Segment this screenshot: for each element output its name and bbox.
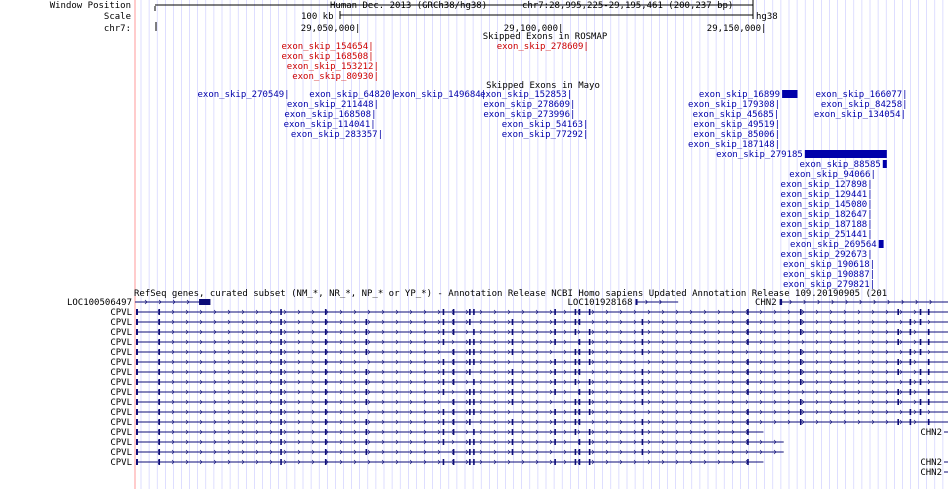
mayo-item-label[interactable]: exon_skip_152853| <box>480 90 573 100</box>
transcript-exon <box>554 459 556 465</box>
mayo-item-label[interactable]: exon_skip_85006| <box>693 130 781 140</box>
transcript-exon <box>589 429 591 435</box>
transcript-exon <box>443 339 445 345</box>
transcript-exon <box>910 409 912 415</box>
transcript-exon <box>280 379 282 385</box>
transcript-exon <box>575 379 577 385</box>
mayo-item-label[interactable]: exon_skip_182647| <box>780 210 873 220</box>
transcript-exon <box>280 459 282 465</box>
transcript-exon <box>280 409 282 415</box>
transcript-exon <box>469 419 471 425</box>
transcript-exon <box>473 409 475 415</box>
mayo-item-label[interactable]: exon_skip_94066| <box>789 170 876 180</box>
rosmap-item-label[interactable]: exon_skip_168508| <box>281 52 374 62</box>
transcript-exon <box>800 329 802 335</box>
transcript-exon <box>575 369 577 375</box>
transcript-exon <box>473 449 475 455</box>
window-position-readout: chr7:28,995,225-29,195,461 (200,237 bp) <box>522 1 734 11</box>
transcript-exon <box>280 399 282 405</box>
refseq-track-title: RefSeq genes, curated subset (NM_*, NR_*, NP_* or YP_*) - Annotation Release NCBI Homo sapiens Updated Annotation Release 109.20190905 (201 <box>134 289 888 299</box>
scale-bar-text: 100 kb <box>301 12 334 22</box>
mayo-item-label[interactable]: exon_skip_127898| <box>780 180 873 190</box>
transcript-name-label[interactable]: CPVL <box>110 368 132 378</box>
transcript-exon <box>897 329 899 335</box>
transcript-exon <box>642 369 644 375</box>
mayo-item-block[interactable] <box>879 240 884 248</box>
rosmap-track-title: Skipped Exons in ROSMAP <box>482 32 608 42</box>
transcript-exon <box>136 319 138 325</box>
transcript-exon <box>136 409 138 415</box>
transcript-exon <box>443 369 445 375</box>
transcript-exon <box>280 389 282 395</box>
transcript-exon <box>928 359 930 365</box>
transcript-exon <box>280 369 282 375</box>
mayo-item-label[interactable]: exon_skip_190887| <box>782 270 876 280</box>
transcript-exon <box>928 369 930 375</box>
transcript-exon <box>366 369 368 375</box>
transcript-exon <box>920 339 922 345</box>
transcript-exon <box>366 399 368 405</box>
transcript-exon <box>589 359 591 365</box>
transcript-exon <box>366 439 368 445</box>
transcript-exon <box>800 379 802 385</box>
scale-label: Scale <box>103 12 131 22</box>
transcript-exon <box>443 389 445 395</box>
gene-exon <box>199 299 210 305</box>
mayo-item-label[interactable]: exon_skip_88585 <box>799 160 881 170</box>
transcript-exon <box>512 319 514 325</box>
gene-name-label[interactable]: CHN2 <box>754 298 777 308</box>
transcript-exon <box>928 339 930 345</box>
mayo-item-label[interactable]: exon_skip_54163| <box>501 120 589 130</box>
transcript-exon <box>554 319 556 325</box>
transcript-exon <box>554 309 556 315</box>
transcript-exon <box>136 459 138 465</box>
transcript-name-label[interactable]: CPVL <box>110 348 132 358</box>
transcript-exon <box>575 399 577 405</box>
transcript-exon <box>136 439 138 445</box>
rosmap-track[interactable] <box>282 32 608 82</box>
transcript-exon <box>920 349 922 355</box>
transcript-exon <box>910 389 912 395</box>
transcript-exon <box>554 329 556 335</box>
transcript-exon <box>642 429 644 435</box>
transcript-exon <box>512 389 514 395</box>
transcript-exon <box>575 329 577 335</box>
transcript-exon <box>589 339 591 345</box>
mayo-item-label[interactable]: exon_skip_168508| <box>284 110 377 120</box>
transcript-exon <box>800 369 802 375</box>
transcript-exon <box>512 419 514 425</box>
rosmap-item-label[interactable]: exon_skip_154654| <box>281 42 374 52</box>
transcript-exon <box>910 379 912 385</box>
transcript-exon <box>473 439 475 445</box>
transcript-exon <box>280 349 282 355</box>
mayo-item-label[interactable]: exon_skip_145080| <box>780 200 873 210</box>
transcript-exon <box>642 349 644 355</box>
mayo-item-label[interactable]: exon_skip_279821| <box>782 280 876 290</box>
transcript-exon <box>473 309 475 315</box>
transcript-exon <box>897 359 899 365</box>
transcript-exon <box>642 439 644 445</box>
transcript-exon <box>280 449 282 455</box>
mayo-item-label[interactable]: exon_skip_269564 <box>790 240 877 250</box>
transcript-exon <box>443 439 445 445</box>
transcript-exon <box>469 389 471 395</box>
transcript-exon <box>469 359 471 365</box>
transcript-exon <box>554 389 556 395</box>
transcript-exon <box>512 439 514 445</box>
transcript-exon <box>920 399 922 405</box>
transcript-name-label[interactable]: CPVL <box>110 378 132 388</box>
transcript-exon <box>443 319 445 325</box>
transcript-exon <box>136 449 138 455</box>
transcript-exon <box>473 459 475 465</box>
transcript-exon <box>136 359 138 365</box>
transcript-exon <box>589 329 591 335</box>
transcript-exon <box>469 409 471 415</box>
transcript-exon <box>443 459 445 465</box>
transcript-exon <box>897 309 899 315</box>
transcript-exon <box>280 429 282 435</box>
transcript-exon <box>910 349 912 355</box>
mayo-item-label[interactable]: exon_skip_273996| <box>483 110 576 120</box>
transcript-exon <box>589 459 591 465</box>
transcript-exon <box>280 329 282 335</box>
transcript-name-label[interactable]: CPVL <box>110 308 132 318</box>
transcript-exon <box>366 329 368 335</box>
ruler-tick-label: 29,050,000| <box>300 24 361 34</box>
transcript-right-label[interactable]: CHN2 <box>920 428 942 438</box>
transcript-exon <box>554 359 556 365</box>
transcript-exon <box>469 449 471 455</box>
ruler-track[interactable] <box>50 0 778 34</box>
transcript-exon <box>897 399 899 405</box>
transcript-exon <box>512 399 514 405</box>
mayo-item-label[interactable]: exon_skip_64820| <box>309 90 397 100</box>
mayo-item-label[interactable]: exon_skip_211448| <box>286 100 379 110</box>
transcript-exon <box>366 319 368 325</box>
transcript-exon <box>920 369 922 375</box>
transcript-exon <box>642 319 644 325</box>
transcript-exon <box>280 309 282 315</box>
transcript-exon <box>554 429 556 435</box>
mayo-item-label[interactable]: exon_skip_45685| <box>692 110 780 120</box>
transcript-exon <box>800 349 802 355</box>
mayo-item-block[interactable] <box>883 160 887 168</box>
transcript-exon <box>136 399 138 405</box>
transcript-exon <box>136 329 138 335</box>
transcript-exon <box>512 369 514 375</box>
transcript-exon <box>910 329 912 335</box>
transcript-name-label[interactable]: CPVL <box>110 428 132 438</box>
transcript-exon <box>136 309 138 315</box>
mayo-item-label[interactable]: exon_skip_129441| <box>780 190 873 200</box>
transcript-exon <box>136 419 138 425</box>
transcript-exon <box>554 419 556 425</box>
transcript-exon <box>800 409 802 415</box>
mayo-item-label[interactable]: exon_skip_49519| <box>693 120 781 130</box>
transcript-exon <box>910 359 912 365</box>
transcript-exon <box>554 369 556 375</box>
transcript-exon <box>575 409 577 415</box>
transcript-exon <box>512 339 514 345</box>
transcript-exon <box>443 379 445 385</box>
gene-name-label[interactable]: LOC100506497 <box>66 298 132 308</box>
transcript-exon <box>443 429 445 435</box>
transcript-exon <box>443 309 445 315</box>
transcript-exon <box>575 309 577 315</box>
transcript-exon <box>897 339 899 345</box>
transcript-exon <box>473 389 475 395</box>
transcript-exon <box>366 389 368 395</box>
transcript-exon <box>512 329 514 335</box>
refseq-track[interactable] <box>67 289 948 478</box>
mayo-item-label[interactable]: exon_skip_114041| <box>283 120 376 130</box>
gene-exon <box>636 299 638 305</box>
transcript-exon <box>469 459 471 465</box>
transcript-exon <box>469 309 471 315</box>
window-position-label: Window Position <box>49 1 131 11</box>
transcript-exon <box>575 349 577 355</box>
transcript-exon <box>920 309 922 315</box>
mayo-item-label[interactable]: exon_skip_134054| <box>813 110 906 120</box>
transcript-exon <box>136 369 138 375</box>
transcript-exon <box>928 389 930 395</box>
transcript-exon <box>280 359 282 365</box>
transcript-exon <box>366 339 368 345</box>
transcript-exon <box>642 419 644 425</box>
transcript-exon <box>280 439 282 445</box>
transcript-exon <box>443 409 445 415</box>
transcript-exon <box>589 389 591 395</box>
transcript-exon <box>928 309 930 315</box>
transcript-exon <box>920 319 922 325</box>
transcript-exon <box>589 349 591 355</box>
assembly-name: Human Dec. 2013 (GRCh38/hg38) <box>330 1 488 11</box>
rosmap-item-label[interactable]: exon_skip_153212| <box>286 62 379 72</box>
transcript-name-label[interactable]: CPVL <box>110 418 132 428</box>
transcript-exon <box>469 349 471 355</box>
transcript-exon <box>512 429 514 435</box>
transcript-exon <box>910 419 912 425</box>
transcript-right-label[interactable]: CHN2 <box>920 458 942 468</box>
transcript-name-label[interactable]: CPVL <box>110 448 132 458</box>
transcript-exon <box>366 349 368 355</box>
transcript-name-label[interactable]: CPVL <box>110 388 132 398</box>
transcript-name-label[interactable]: CPVL <box>110 398 132 408</box>
transcript-exon <box>366 429 368 435</box>
transcript-exon <box>366 379 368 385</box>
scale-db: hg38 <box>756 12 778 22</box>
transcript-exon <box>897 389 899 395</box>
transcript-exon <box>928 399 930 405</box>
transcript-exon <box>642 389 644 395</box>
mayo-item-label[interactable]: exon_skip_190618| <box>782 260 876 270</box>
gene-name-label[interactable]: LOC101928168 <box>567 298 633 308</box>
transcript-exon <box>443 329 445 335</box>
transcript-exon <box>469 369 471 375</box>
transcript-exon <box>469 319 471 325</box>
mayo-item-block[interactable] <box>805 150 887 158</box>
transcript-exon <box>473 399 475 405</box>
transcript-exon <box>512 449 514 455</box>
transcript-exon <box>512 379 514 385</box>
transcript-exon <box>589 309 591 315</box>
transcript-exon <box>642 339 644 345</box>
transcript-exon <box>469 439 471 445</box>
transcript-exon <box>280 339 282 345</box>
transcript-exon <box>443 419 445 425</box>
transcript-exon <box>589 449 591 455</box>
transcript-exon <box>920 379 922 385</box>
mayo-item-label[interactable]: exon_skip_149684| <box>394 90 487 100</box>
transcript-exon <box>469 339 471 345</box>
transcript-exon <box>910 319 912 325</box>
transcript-exon <box>136 349 138 355</box>
transcript-name-label[interactable]: CPVL <box>110 458 132 468</box>
transcript-exon <box>443 359 445 365</box>
transcript-exon <box>800 359 802 365</box>
mayo-item-label[interactable]: exon_skip_283357| <box>290 130 384 140</box>
transcript-exon <box>897 369 899 375</box>
transcript-exon <box>280 319 282 325</box>
transcript-exon <box>473 329 475 335</box>
transcript-exon <box>897 419 899 425</box>
transcript-exon <box>589 409 591 415</box>
rosmap-item-label[interactable]: exon_skip_278609| <box>496 42 589 52</box>
transcript-exon <box>642 399 644 405</box>
transcript-exon <box>928 419 930 425</box>
transcript-exon <box>136 389 138 395</box>
transcript-exon <box>473 349 475 355</box>
transcript-exon <box>575 449 577 455</box>
rosmap-item-label[interactable]: exon_skip_80930| <box>292 72 379 82</box>
transcript-exon <box>136 429 138 435</box>
transcript-exon <box>366 449 368 455</box>
transcript-exon <box>473 359 475 365</box>
transcript-exon <box>575 359 577 365</box>
transcript-exon <box>575 419 577 425</box>
ruler-tick-label: 29,150,000| <box>706 24 767 34</box>
transcript-name-label[interactable]: CPVL <box>110 318 132 328</box>
mayo-item-label[interactable]: exon_skip_179308| <box>687 100 781 110</box>
ruler-tick-label: 29,100,000| <box>503 24 564 34</box>
transcript-exon <box>800 419 802 425</box>
chr-label: chr7: <box>103 24 131 34</box>
transcript-exon <box>554 409 556 415</box>
transcript-exon <box>473 379 475 385</box>
transcript-exon <box>589 379 591 385</box>
transcript-exon <box>800 319 802 325</box>
mayo-item-label[interactable]: exon_skip_84258| <box>820 100 908 110</box>
transcript-exon <box>800 309 802 315</box>
mayo-item-block[interactable] <box>782 90 797 98</box>
transcript-name-label[interactable]: CPVL <box>110 338 132 348</box>
mayo-item-label[interactable]: exon_skip_187188| <box>780 220 873 230</box>
mayo-item-label[interactable]: exon_skip_251441| <box>780 230 873 240</box>
mayo-item-label[interactable]: exon_skip_166077| <box>815 90 908 100</box>
transcript-exon <box>136 379 138 385</box>
transcript-exon <box>928 329 930 335</box>
transcript-exon <box>469 399 471 405</box>
transcript-exon <box>800 399 802 405</box>
transcript-exon <box>589 399 591 405</box>
transcript-right-label[interactable]: CHN2 <box>920 468 942 478</box>
gene-exon <box>780 299 782 305</box>
transcript-exon <box>473 339 475 345</box>
mayo-track[interactable] <box>197 81 907 290</box>
transcript-name-label[interactable]: CPVL <box>110 328 132 338</box>
mayo-item-label[interactable]: exon_skip_16899 <box>698 90 781 100</box>
transcript-exon <box>575 429 577 435</box>
transcript-exon <box>136 339 138 345</box>
transcript-exon <box>920 409 922 415</box>
mayo-item-label[interactable]: exon_skip_292673| <box>780 250 873 260</box>
transcript-exon <box>575 459 577 465</box>
mayo-item-label[interactable]: exon_skip_279185 <box>716 150 803 160</box>
transcript-exon <box>366 419 368 425</box>
transcript-exon <box>554 439 556 445</box>
transcript-exon <box>642 329 644 335</box>
transcript-exon <box>575 319 577 325</box>
transcript-exon <box>554 379 556 385</box>
mayo-item-label[interactable]: exon_skip_270549| <box>197 90 290 100</box>
transcript-exon <box>589 439 591 445</box>
mayo-track-title: Skipped Exons in Mayo <box>486 81 600 91</box>
transcript-exon <box>642 379 644 385</box>
transcript-exon <box>280 419 282 425</box>
mayo-item-label[interactable]: exon_skip_187148| <box>687 140 781 150</box>
transcript-name-label[interactable]: CPVL <box>110 438 132 448</box>
transcript-name-label[interactable]: CPVL <box>110 408 132 418</box>
transcript-name-label[interactable]: CPVL <box>110 358 132 368</box>
mayo-item-label[interactable]: exon_skip_278609| <box>483 100 576 110</box>
mayo-item-label[interactable]: exon_skip_77292| <box>501 130 589 140</box>
transcript-exon <box>473 429 475 435</box>
transcript-exon <box>512 349 514 355</box>
transcript-exon <box>554 339 556 345</box>
transcript-exon <box>642 449 644 455</box>
